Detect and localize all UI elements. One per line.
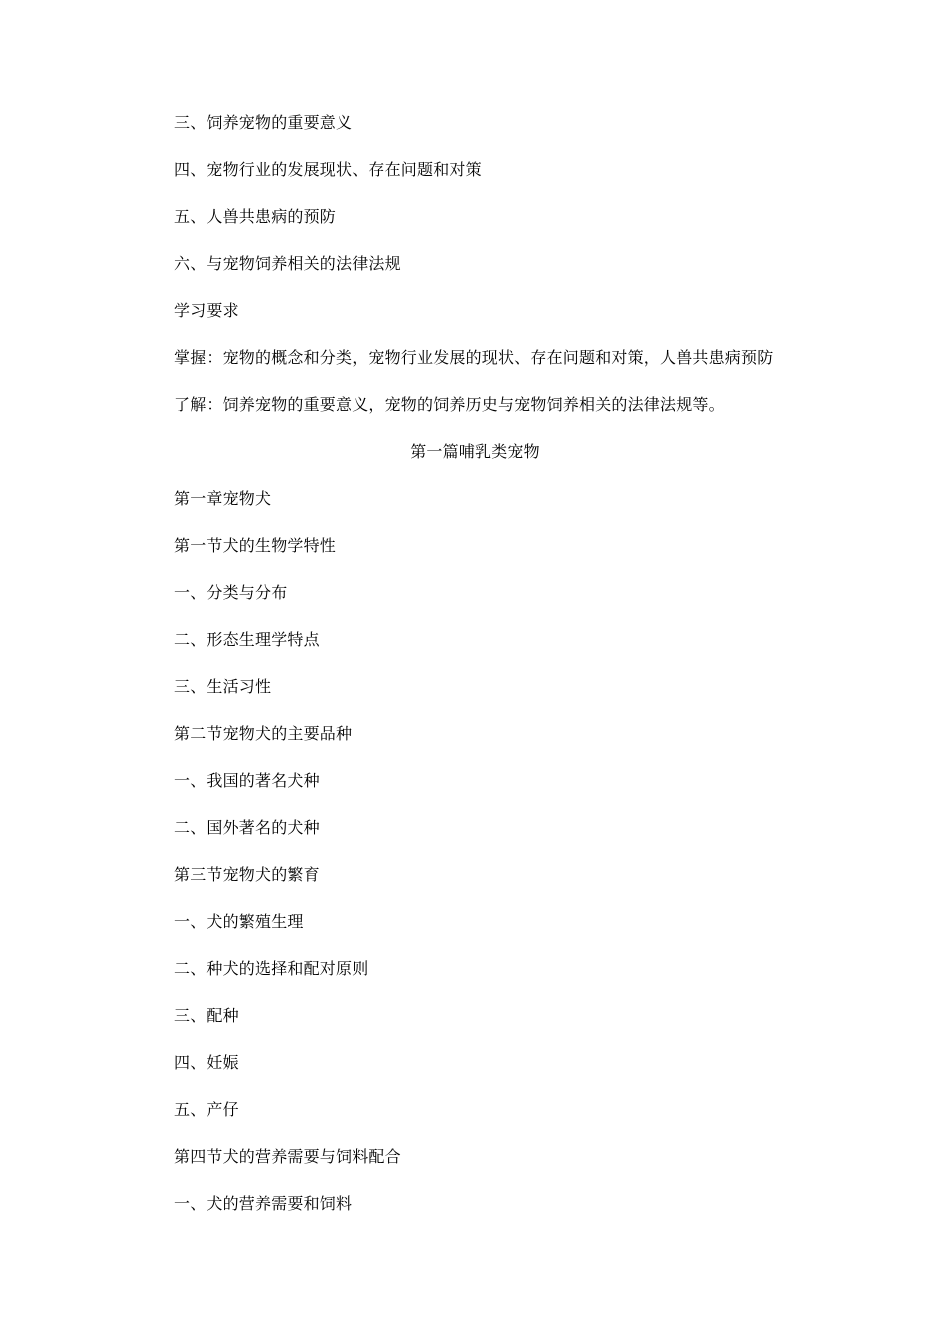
outline-item: 四、妊娠 <box>174 1053 239 1072</box>
outline-item: 五、产仔 <box>174 1100 239 1119</box>
outline-item: 四、宠物行业的发展现状、存在问题和对策 <box>174 160 482 179</box>
section-title: 第三节宠物犬的繁育 <box>174 865 320 884</box>
outline-item: 五、人兽共患病的预防 <box>174 207 337 226</box>
section-title: 第二节宠物犬的主要品种 <box>174 724 353 743</box>
section-heading: 学习要求 <box>174 301 239 320</box>
section-title: 第四节犬的营养需要与饲料配合 <box>174 1147 401 1166</box>
outline-item: 三、生活习性 <box>174 677 272 696</box>
chapter-title: 第一章宠物犬 <box>174 489 272 508</box>
section-title: 第一节犬的生物学特性 <box>174 536 337 555</box>
outline-item: 二、形态生理学特点 <box>174 630 320 649</box>
requirement-master: 掌握：宠物的概念和分类，宠物行业发展的现状、存在问题和对策，人兽共患病预防 <box>174 348 774 367</box>
part-title: 第一篇哺乳类宠物 <box>410 442 540 461</box>
outline-item: 一、分类与分布 <box>174 583 288 602</box>
requirement-understand: 了解：饲养宠物的重要意义，宠物的饲养历史与宠物饲养相关的法律法规等。 <box>174 395 725 414</box>
outline-item: 一、我国的著名犬种 <box>174 771 320 790</box>
outline-item: 三、饲养宠物的重要意义 <box>174 113 353 132</box>
outline-item: 一、犬的营养需要和饲料 <box>174 1194 353 1213</box>
outline-item: 二、国外著名的犬种 <box>174 818 320 837</box>
outline-item: 一、犬的繁殖生理 <box>174 912 304 931</box>
outline-item: 六、与宠物饲养相关的法律法规 <box>174 254 401 273</box>
outline-item: 三、配种 <box>174 1006 239 1025</box>
outline-item: 二、种犬的选择和配对原则 <box>174 959 369 978</box>
